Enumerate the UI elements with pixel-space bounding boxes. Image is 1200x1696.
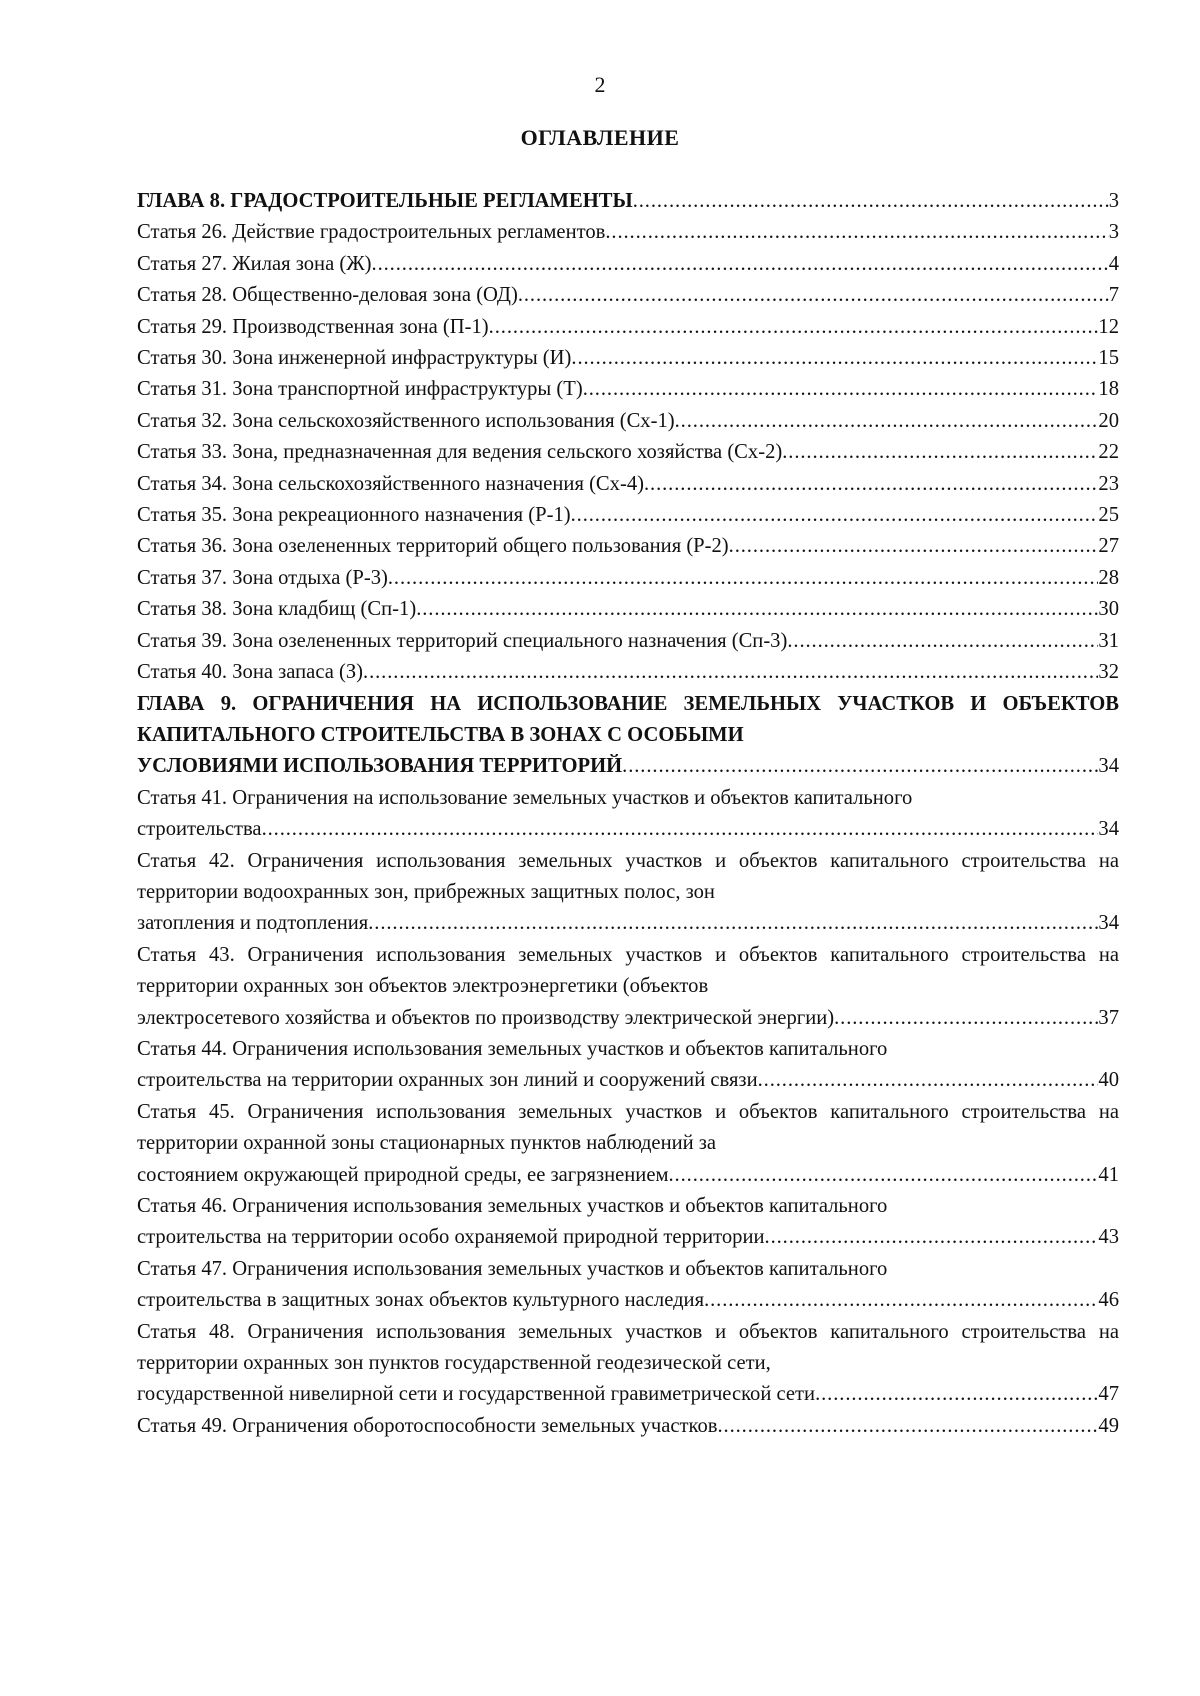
toc-article-entry bbox=[137, 343, 1119, 374]
toc-entry-line bbox=[137, 217, 1119, 248]
toc-entry-title: Статья 40. Зона запаса (З) bbox=[137, 661, 364, 684]
toc-entry-title: Статья 33. Зона, предназначенная для ведения сельского хозяйства (Сх-2) bbox=[137, 441, 783, 464]
toc-entry-line bbox=[137, 1222, 1119, 1253]
dot-leader bbox=[815, 1379, 1098, 1410]
toc-entry-title: Статья 27. Жилая зона (Ж) bbox=[137, 252, 372, 275]
toc-entry-line bbox=[137, 280, 1119, 311]
toc-entry-line bbox=[137, 563, 1119, 594]
dot-leader bbox=[583, 374, 1099, 405]
toc-entry-line bbox=[137, 343, 1119, 374]
toc-page-number: 30 bbox=[1098, 598, 1119, 621]
table-of-contents bbox=[137, 186, 1119, 1442]
dot-leader bbox=[363, 657, 1098, 688]
dot-leader bbox=[729, 531, 1099, 562]
toc-entry-line bbox=[137, 312, 1119, 343]
toc-entry-title: ГЛАВА 8. ГРАДОСТРОИТЕЛЬНЫЕ РЕГЛАМЕНТЫ bbox=[137, 190, 633, 212]
toc-entry-line bbox=[137, 249, 1119, 280]
toc-entry-line bbox=[137, 1379, 1119, 1410]
dot-leader bbox=[782, 437, 1098, 468]
toc-entry-line bbox=[137, 1160, 1119, 1191]
dot-leader bbox=[605, 217, 1108, 248]
toc-article-entry bbox=[137, 500, 1119, 531]
toc-entry-line bbox=[137, 1285, 1119, 1316]
toc-entry-title: Статья 28. Общественно-деловая зона (ОД) bbox=[137, 284, 518, 307]
toc-entry-title: Статья 31. Зона транспортной инфраструктуры (Т) bbox=[137, 378, 583, 401]
toc-page-number: 3 bbox=[1108, 221, 1119, 244]
toc-entry-line bbox=[137, 657, 1119, 688]
dot-leader bbox=[416, 594, 1098, 625]
toc-entry-title: состоянием окружающей природной среды, ее загрязнением bbox=[137, 1163, 669, 1186]
dot-leader bbox=[704, 1285, 1098, 1316]
toc-page-number: 12 bbox=[1098, 315, 1119, 338]
toc-entry-line bbox=[137, 751, 1119, 782]
dot-leader bbox=[669, 1160, 1099, 1191]
dot-leader bbox=[571, 343, 1098, 374]
toc-entry-text: Статья 47. Ограничения использования земельных участков и объектов капитального bbox=[137, 1257, 888, 1280]
toc-article-entry bbox=[137, 437, 1119, 468]
dot-leader bbox=[571, 500, 1099, 531]
toc-article-entry bbox=[137, 626, 1119, 657]
toc-entry-title: УСЛОВИЯМИ ИСПОЛЬЗОВАНИЯ ТЕРРИТОРИЙ bbox=[137, 755, 623, 778]
toc-entry-title: строительства на территории охранных зон линий и сооружений связи bbox=[137, 1069, 758, 1092]
toc-page-number: 18 bbox=[1098, 378, 1119, 401]
dot-leader bbox=[787, 626, 1098, 657]
toc-article-entry bbox=[137, 563, 1119, 594]
toc-article-entry bbox=[137, 1191, 1119, 1254]
dot-leader bbox=[717, 1411, 1098, 1442]
dot-leader bbox=[758, 1065, 1099, 1096]
dot-leader bbox=[765, 1222, 1099, 1253]
toc-article-entry bbox=[137, 940, 1119, 1034]
toc-entry-line bbox=[137, 1003, 1119, 1034]
dot-leader bbox=[368, 908, 1098, 939]
toc-entry-line bbox=[137, 437, 1119, 468]
toc-entry-text: Статья 45. Ограничения использования земельных участков и объектов капитального строительства на территории охранной зоны стационарных пунктов наблюдений за bbox=[137, 1100, 1119, 1155]
toc-article-entry bbox=[137, 374, 1119, 405]
toc-entry-title: Статья 35. Зона рекреационного назначения (Р-1) bbox=[137, 504, 571, 527]
dot-leader bbox=[622, 751, 1098, 782]
toc-page-number: 41 bbox=[1098, 1163, 1119, 1186]
toc-chapter-entry bbox=[137, 186, 1119, 217]
toc-page-number: 31 bbox=[1098, 629, 1119, 652]
toc-entry-text: Статья 42. Ограничения использования земельных участков и объектов капитального строительства на территории водоохранных зон, прибрежных защитных полос, зон bbox=[137, 849, 1119, 903]
toc-page-number: 23 bbox=[1098, 472, 1119, 495]
toc-chapter-entry bbox=[137, 689, 1119, 783]
toc-article-entry bbox=[137, 249, 1119, 280]
toc-entry-text: Статья 48. Ограничения использования земельных участков и объектов капитального строительства на территории охранных зон пунктов государственной геодезической сети, bbox=[137, 1320, 1119, 1375]
dot-leader bbox=[675, 406, 1099, 437]
dot-leader bbox=[262, 814, 1099, 845]
toc-entry-line bbox=[137, 500, 1119, 531]
toc-page-number: 37 bbox=[1098, 1006, 1119, 1029]
toc-page-number: 46 bbox=[1098, 1289, 1119, 1312]
toc-entry-title: Статья 32. Зона сельскохозяйственного использования (Сх-1) bbox=[137, 409, 675, 432]
page-number: 2 bbox=[594, 72, 606, 97]
toc-page-number: 22 bbox=[1098, 441, 1119, 464]
toc-article-entry bbox=[137, 312, 1119, 343]
toc-page-number: 43 bbox=[1098, 1226, 1119, 1249]
toc-entry-line bbox=[137, 374, 1119, 405]
toc-page-number: 4 bbox=[1108, 252, 1119, 275]
toc-entry-text: Статья 46. Ограничения использования земельных участков и объектов капитального bbox=[137, 1195, 888, 1217]
toc-article-entry bbox=[137, 406, 1119, 437]
toc-page-number: 47 bbox=[1098, 1383, 1119, 1406]
toc-entry-line bbox=[137, 531, 1119, 562]
toc-entry-title: Статья 36. Зона озелененных территорий общего пользования (Р-2) bbox=[137, 535, 729, 558]
toc-article-entry bbox=[137, 469, 1119, 500]
toc-page-number: 15 bbox=[1098, 347, 1119, 370]
toc-page-number: 32 bbox=[1098, 661, 1119, 684]
toc-entry-text: Статья 41. Ограничения на использование земельных участков и объектов капитального bbox=[137, 786, 913, 809]
toc-entry-title: Статья 38. Зона кладбищ (Сп-1) bbox=[137, 598, 417, 621]
toc-entry-text: ГЛАВА 9. ОГРАНИЧЕНИЯ НА ИСПОЛЬЗОВАНИЕ ЗЕМЕЛЬНЫХ УЧАСТКОВ И ОБЪЕКТОВ КАПИТАЛЬНОГО СТРОИТЕЛЬСТВА В ЗОНАХ С ОСОБЫМИ bbox=[137, 692, 1119, 746]
dot-leader bbox=[633, 186, 1109, 217]
toc-entry-line bbox=[137, 814, 1119, 845]
toc-entry-title: строительства на территории особо охраняемой природной территории bbox=[137, 1226, 765, 1249]
toc-entry-title: Статья 30. Зона инженерной инфраструктуры (И) bbox=[137, 347, 572, 370]
toc-entry-line bbox=[137, 406, 1119, 437]
toc-entry-title: Статья 34. Зона сельскохозяйственного назначения (Сх-4) bbox=[137, 472, 644, 495]
toc-entry-line bbox=[137, 908, 1119, 939]
toc-entry-title: Статья 29. Производственная зона (П-1) bbox=[137, 315, 489, 338]
dot-leader bbox=[489, 312, 1099, 343]
toc-entry-title: Статья 37. Зона отдыха (Р-3) bbox=[137, 566, 388, 589]
toc-page-number: 34 bbox=[1098, 755, 1119, 778]
toc-entry-line bbox=[137, 1411, 1119, 1442]
toc-article-entry bbox=[137, 1411, 1119, 1442]
toc-page-number: 20 bbox=[1098, 409, 1119, 432]
toc-page-number: 34 bbox=[1098, 912, 1119, 935]
toc-entry-title: государственной нивелирной сети и государственной гравиметрической сети bbox=[137, 1383, 816, 1406]
dot-leader bbox=[372, 249, 1109, 280]
toc-article-entry bbox=[137, 846, 1119, 940]
toc-article-entry bbox=[137, 1254, 1119, 1317]
toc-page-number: 3 bbox=[1108, 190, 1119, 212]
toc-entry-title: Статья 26. Действие градостроительных регламентов bbox=[137, 221, 606, 244]
toc-entry-text: Статья 43. Ограничения использования земельных участков и объектов капитального строительства на территории охранных зон объектов электроэнергетики (объектов bbox=[137, 943, 1119, 998]
toc-entry-line bbox=[137, 626, 1119, 657]
toc-article-entry bbox=[137, 783, 1119, 846]
toc-article-entry bbox=[137, 1317, 1119, 1411]
toc-article-entry bbox=[137, 1097, 1119, 1191]
toc-article-entry bbox=[137, 594, 1119, 625]
toc-article-entry bbox=[137, 531, 1119, 562]
toc-entry-line bbox=[137, 1065, 1119, 1096]
toc-entry-title: строительства bbox=[137, 818, 262, 841]
dot-leader bbox=[644, 469, 1098, 500]
toc-page-number: 40 bbox=[1098, 1069, 1119, 1092]
toc-entry-line bbox=[137, 469, 1119, 500]
toc-article-entry bbox=[137, 280, 1119, 311]
toc-entry-title: затопления и подтопления bbox=[137, 912, 369, 935]
toc-page-number: 25 bbox=[1098, 504, 1119, 527]
dot-leader bbox=[834, 1003, 1098, 1034]
toc-article-entry bbox=[137, 217, 1119, 248]
dot-leader bbox=[518, 280, 1109, 311]
toc-page-number: 49 bbox=[1098, 1414, 1119, 1437]
toc-page-number: 28 bbox=[1098, 566, 1119, 589]
toc-page-number: 34 bbox=[1098, 818, 1119, 841]
toc-article-entry bbox=[137, 1034, 1119, 1097]
toc-page-number: 27 bbox=[1098, 535, 1119, 558]
toc-entry-line bbox=[137, 594, 1119, 625]
toc-page-number: 7 bbox=[1108, 284, 1119, 307]
toc-entry-title: Статья 49. Ограничения оборотоспособности земельных участков bbox=[137, 1414, 718, 1437]
toc-entry-title: электросетевого хозяйства и объектов по производству электрической энергии) bbox=[137, 1006, 835, 1029]
toc-article-entry bbox=[137, 657, 1119, 688]
toc-entry-title: строительства в защитных зонах объектов культурного наследия bbox=[137, 1289, 705, 1312]
toc-entry-title: Статья 39. Зона озелененных территорий специального назначения (Сп-3) bbox=[137, 629, 788, 652]
dot-leader bbox=[388, 563, 1099, 594]
toc-entry-text: Статья 44. Ограничения использования земельных участков и объектов капитального bbox=[137, 1037, 888, 1060]
toc-heading: ОГЛАВЛЕНИЕ bbox=[520, 125, 680, 150]
toc-entry-line bbox=[137, 186, 1119, 217]
